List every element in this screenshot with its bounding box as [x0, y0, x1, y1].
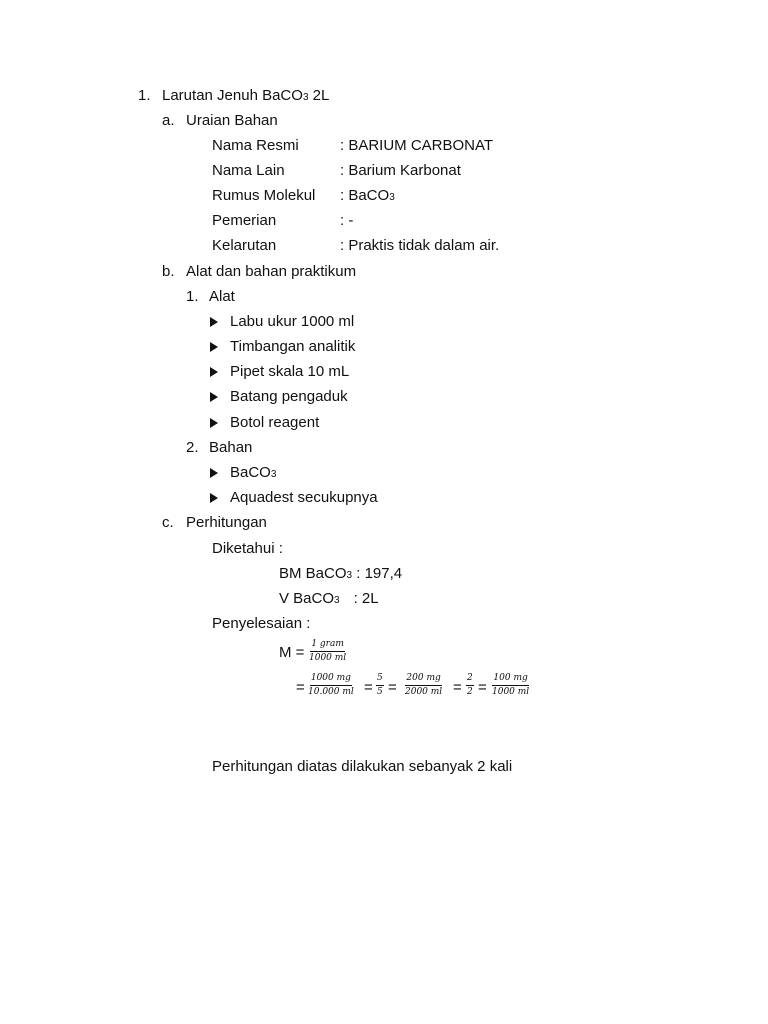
row-label: Rumus Molekul	[212, 187, 316, 204]
list-item: Pipet skala 10 mL	[230, 363, 350, 380]
arrow-bullet-icon	[210, 317, 218, 327]
fraction-denominator: 1000 ml	[492, 687, 530, 697]
section-a-title: Uraian Bahan	[186, 112, 278, 129]
equals-sign: =	[453, 679, 462, 696]
row-value: : -	[340, 212, 354, 229]
bm-value: : 197,4	[352, 565, 403, 582]
section-b-letter: b.	[162, 263, 175, 280]
alat-title: Alat	[209, 288, 235, 305]
fraction-denominator: 10.000 ml	[308, 687, 354, 697]
fraction	[309, 639, 346, 664]
v-label: V BaCO	[279, 590, 335, 607]
arrow-bullet-icon	[210, 493, 218, 503]
v-line	[279, 590, 379, 610]
fraction	[492, 673, 529, 698]
section-a-letter: a.	[162, 112, 175, 129]
bahan-title: Bahan	[209, 439, 253, 456]
item-title	[162, 87, 329, 107]
fraction-numerator: 5	[376, 673, 384, 686]
bm-sub: 3	[346, 570, 353, 581]
diketahui-label: Diketahui :	[212, 540, 283, 557]
row-value-text: : BaCO	[340, 187, 390, 204]
item-title-sub: 3	[302, 92, 309, 103]
equals-sign: =	[364, 679, 373, 696]
fraction	[405, 673, 442, 698]
list-item: Batang pengaduk	[230, 388, 348, 405]
equals-sign: =	[388, 679, 397, 696]
list-item-text: BaCO	[230, 464, 271, 481]
alat-number: 1.	[186, 288, 199, 305]
m-label: M =	[279, 644, 305, 661]
fraction-denominator: 2000 ml	[405, 687, 443, 697]
list-item	[230, 464, 276, 484]
section-c-letter: c.	[162, 514, 174, 531]
bahan-number: 2.	[186, 439, 199, 456]
arrow-bullet-icon	[210, 367, 218, 377]
section-c-title: Perhitungan	[186, 514, 267, 531]
row-value: : Barium Karbonat	[340, 162, 461, 179]
footer-note: Perhitungan diatas dilakukan sebanyak 2 kali	[212, 758, 513, 775]
bm-line	[279, 565, 402, 585]
fraction	[376, 673, 384, 698]
arrow-bullet-icon	[210, 418, 218, 428]
fraction-numerator: 1 gram	[310, 639, 345, 652]
list-item: Aquadest secukupnya	[230, 489, 378, 506]
list-item: Botol reagent	[230, 414, 320, 431]
item-title-suffix: 2L	[308, 87, 330, 104]
row-value: : Praktis tidak dalam air.	[340, 237, 500, 254]
section-b-title: Alat dan bahan praktikum	[186, 263, 357, 280]
row-value	[340, 187, 395, 207]
fraction	[466, 673, 474, 698]
item-title-text: Larutan Jenuh BaCO	[162, 87, 303, 104]
row-label: Pemerian	[212, 212, 277, 229]
row-value: : BARIUM CARBONAT	[340, 137, 494, 154]
fraction-numerator: 1000 mg	[310, 673, 352, 686]
penyelesaian-label: Penyelesaian :	[212, 615, 311, 632]
fraction-numerator: 2	[466, 673, 474, 686]
row-value-sub: 3	[389, 192, 395, 203]
arrow-bullet-icon	[210, 392, 218, 402]
item-number: 1.	[138, 87, 151, 104]
equals-sign: =	[296, 679, 305, 696]
equals-sign: =	[478, 679, 487, 696]
bm-label: BM BaCO	[279, 565, 347, 582]
list-item-sub: 3	[270, 469, 277, 480]
v-value: : 2L	[353, 590, 379, 607]
fraction-denominator: 5	[377, 687, 383, 697]
v-sub: 3	[334, 595, 340, 606]
fraction-numerator: 100 mg	[492, 673, 528, 686]
row-label: Nama Lain	[212, 162, 285, 179]
row-label: Kelarutan	[212, 237, 277, 254]
fraction-numerator: 200 mg	[405, 673, 441, 686]
fraction-denominator: 2	[467, 687, 473, 697]
fraction	[308, 673, 354, 698]
list-item: Timbangan analitik	[230, 338, 356, 355]
row-label: Nama Resmi	[212, 137, 299, 154]
arrow-bullet-icon	[210, 342, 218, 352]
fraction-denominator: 1000 ml	[309, 653, 347, 663]
arrow-bullet-icon	[210, 468, 218, 478]
list-item: Labu ukur 1000 ml	[230, 313, 355, 330]
